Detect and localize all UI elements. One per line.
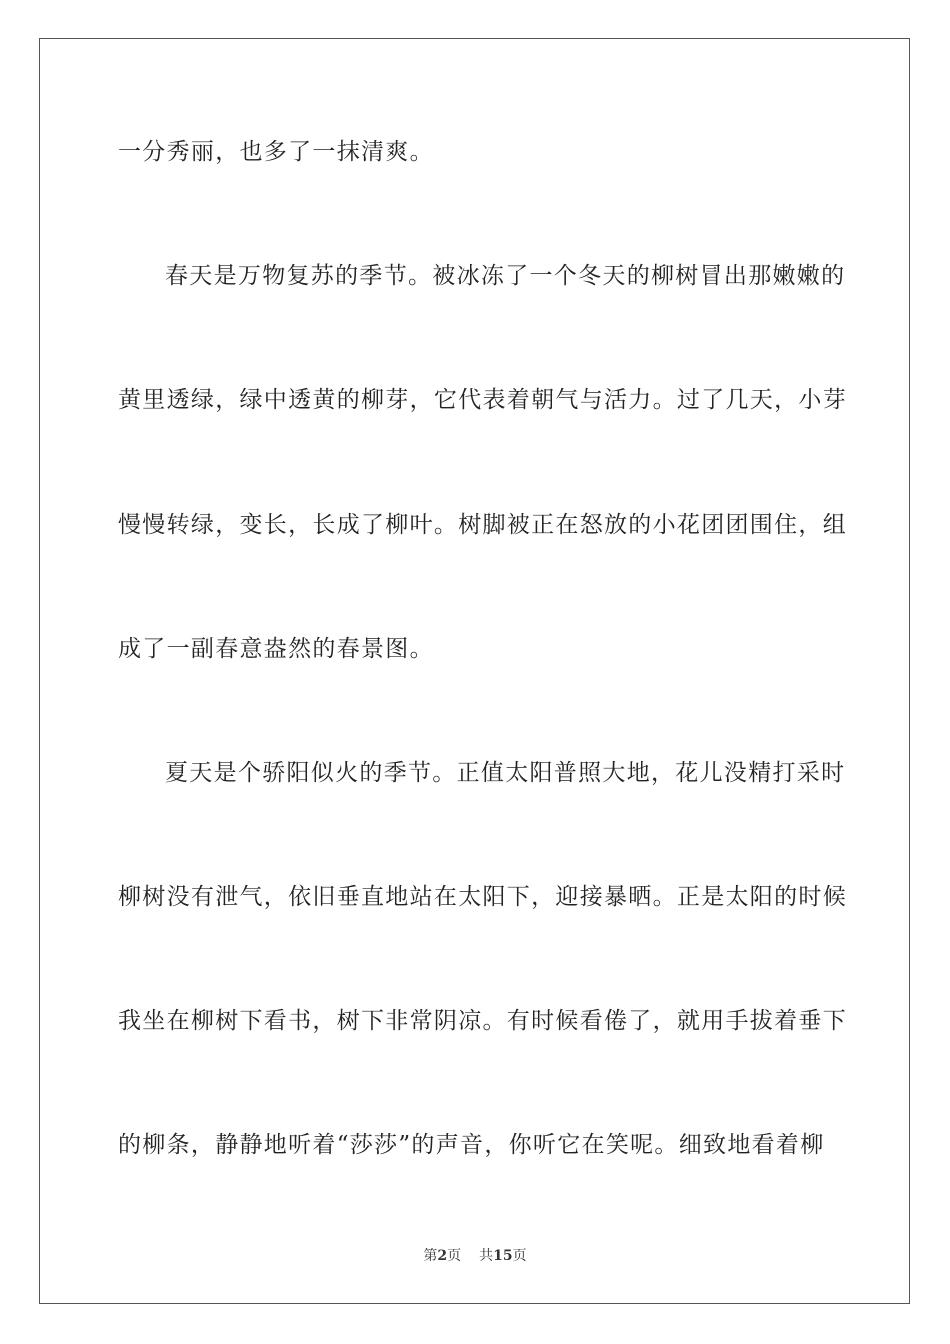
total-pages: 15 <box>493 1248 513 1264</box>
page-suffix: 页 <box>447 1248 462 1264</box>
text-line-3: 黄里透绿，绿中透黄的柳芽，它代表着朝气与活力。过了几天，小芽 <box>118 387 847 413</box>
text-line-1: 一分秀丽，也多了一抹清爽。 <box>118 139 434 165</box>
text-line-7: 柳树没有泄气，依旧垂直地站在太阳下，迎接暴晒。正是太阳的时候 <box>118 884 847 910</box>
text-line-2: 春天是万物复苏的季节。被冰冻了一个冬天的柳树冒出那嫩嫩的 <box>165 263 846 289</box>
text-line-5: 成了一副春意盎然的春景图。 <box>118 636 434 662</box>
text-line-8: 我坐在柳树下看书，树下非常阴凉。有时候看倦了，就用手拔着垂下 <box>118 1008 847 1034</box>
page-number: 2 <box>437 1248 448 1264</box>
total-prefix: 共 <box>479 1248 494 1264</box>
total-suffix: 页 <box>512 1248 527 1264</box>
text-line-4: 慢慢转绿，变长，长成了柳叶。树脚被正在怒放的小花团团围住，组 <box>118 512 847 538</box>
text-line-9: 的柳条，静静地听着“莎莎”的声音，你听它在笑呢。细致地看着柳 <box>118 1132 825 1158</box>
text-line-6: 夏天是个骄阳似火的季节。正值太阳普照大地，花儿没精打采时 <box>165 760 846 786</box>
page-footer <box>0 1247 950 1265</box>
page-prefix: 第 <box>423 1248 438 1264</box>
page-border <box>39 38 910 1304</box>
